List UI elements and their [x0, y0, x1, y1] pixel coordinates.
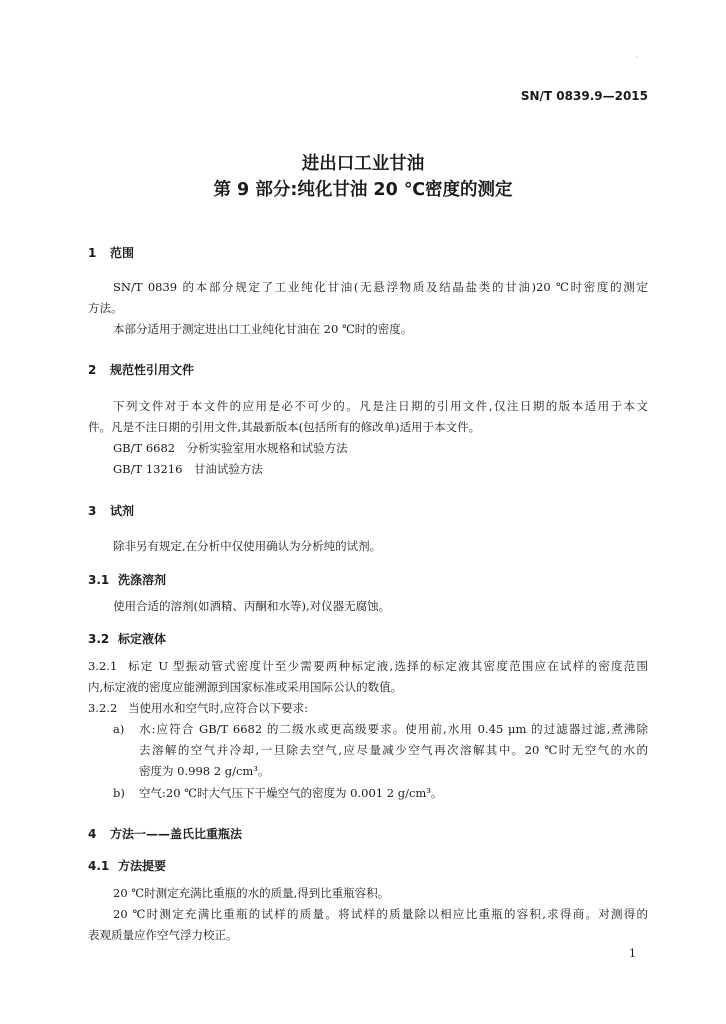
- paragraph: 20 ℃时测定充满比重瓶的试样的质量。将试样的质量除以相应比重瓶的容积,求得商。对测得的: [113, 907, 648, 921]
- list-item-text: 去溶解的空气并冷却,一旦除去空气,应尽量减少空气再次溶解其中。20 ℃时无空气的水的: [139, 743, 648, 757]
- paragraph: 本部分适用于测定进出口工业纯化甘油在 20 ℃时的密度。: [113, 322, 413, 336]
- paragraph: 使用合适的溶剂(如酒精、丙酮和水等),对仪器无腐蚀。: [113, 599, 391, 613]
- clause-text: 标定 U 型振动管式密度计至少需要两种标定液,选择的标定液其密度范围应在试样的密度范围: [128, 659, 648, 673]
- scan-speck: ·: [635, 53, 638, 62]
- page-number: 1: [629, 947, 636, 960]
- section-number: 2: [88, 363, 97, 377]
- paragraph-cont: 方法。: [88, 301, 123, 315]
- section-title: 标定液体: [118, 632, 167, 646]
- section-3-heading: [88, 502, 134, 519]
- section-number: 4.1: [88, 859, 110, 873]
- paragraph: 除非另有规定,在分析中仅使用确认为分析纯的试剂。: [113, 539, 382, 553]
- standard-code: SN/T 0839.9—2015: [520, 89, 648, 103]
- paragraph: 20 ℃时测定充满比重瓶的水的质量,得到比重瓶容积。: [113, 886, 390, 900]
- list-label: a): [113, 722, 125, 736]
- list-item-text: 密度为 0.998 2 g/cm³。: [139, 764, 270, 778]
- list-item-text: 空气:20 ℃时大气压下干燥空气的密度为 0.001 2 g/cm³。: [139, 786, 443, 800]
- section-title: 方法一——盖氏比重瓶法: [110, 827, 243, 841]
- section-number: 3.2: [88, 632, 110, 646]
- clause-text: 当使用水和空气时,应符合以下要求:: [128, 701, 309, 715]
- section-4-heading: [88, 825, 242, 842]
- paragraph: SN/T 0839 的本部分规定了工业纯化甘油(无悬浮物质及结晶盐类的甘油)20 ℃时密度的测定: [113, 280, 648, 294]
- section-title: 规范性引用文件: [110, 363, 195, 377]
- paragraph: 下列文件对于本文件的应用是必不可少的。凡是注日期的引用文件,仅注日期的版本适用于本文: [113, 399, 648, 413]
- reference-item: GB/T 13216 甘油试验方法: [113, 462, 263, 476]
- section-1-heading: [88, 244, 134, 261]
- section-3-2-heading: [88, 630, 166, 647]
- section-title: 试剂: [110, 504, 135, 518]
- clause-text-cont: 内,标定液的密度应能溯源到国家标准或采用国际公认的数值。: [88, 680, 403, 694]
- reference-item: GB/T 6682 分析实验室用水规格和试验方法: [113, 441, 348, 455]
- paragraph-cont: 件。凡是不注日期的引用文件,其最新版本(包括所有的修改单)适用于本文件。: [88, 420, 481, 434]
- title-main: 进出口工业甘油: [301, 154, 425, 174]
- section-2-heading: [88, 361, 194, 378]
- section-number: 1: [88, 246, 97, 260]
- list-label: b): [113, 786, 125, 800]
- section-number: 3.1: [88, 573, 110, 587]
- section-title: 范围: [110, 246, 135, 260]
- title-part: 第 9 部分:纯化甘油 20 ℃密度的测定: [213, 180, 513, 200]
- list-item-text: 水:应符合 GB/T 6682 的二级水或更高级要求。使用前,水用 0.45 μm 的过滤器过滤,煮沸除: [139, 722, 648, 736]
- section-title: 洗涤溶剂: [118, 573, 167, 587]
- clause-number: 3.2.2: [88, 701, 118, 715]
- section-number: 3: [88, 504, 97, 518]
- section-4-1-heading: [88, 857, 166, 874]
- section-number: 4: [88, 827, 97, 841]
- section-3-1-heading: [88, 571, 166, 588]
- clause-number: 3.2.1: [88, 659, 118, 673]
- paragraph-cont: 表观质量应作空气浮力校正。: [88, 928, 238, 942]
- section-title: 方法提要: [118, 859, 167, 873]
